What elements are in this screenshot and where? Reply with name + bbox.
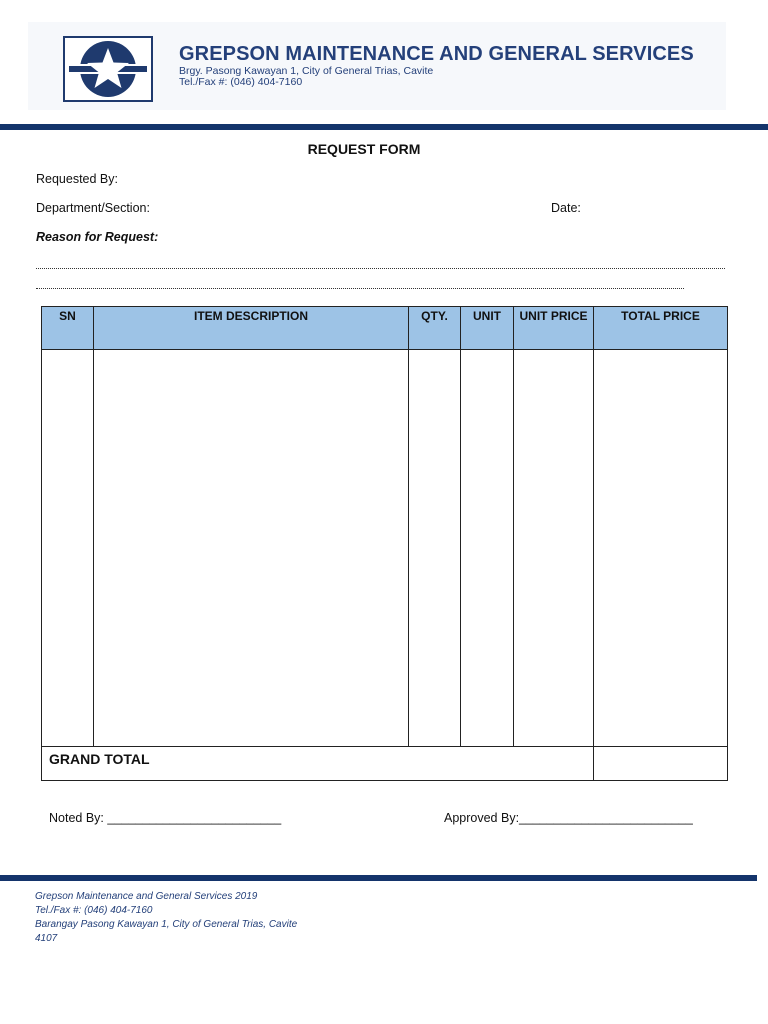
table-header-row xyxy=(42,307,728,350)
requested-by-label: Requested By: xyxy=(36,172,118,186)
items-table xyxy=(41,306,728,781)
unit-price-cell[interactable] xyxy=(514,350,594,747)
company-tel: Tel./Fax #: (046) 404-7160 xyxy=(179,76,303,88)
grand-total-label: GRAND TOTAL xyxy=(42,747,594,781)
reason-line-1 xyxy=(36,268,725,269)
date-label: Date: xyxy=(551,201,581,215)
item-description-cell[interactable] xyxy=(94,350,409,747)
company-name: GREPSON MAINTENANCE AND GENERAL SERVICES xyxy=(179,43,694,65)
column-header-item-description: ITEM DESCRIPTION xyxy=(94,307,409,350)
column-header-sn: SN xyxy=(42,307,94,350)
reason-label: Reason for Request: xyxy=(36,230,159,244)
qty-cell[interactable] xyxy=(409,350,461,747)
footer-line-zip: 4107 xyxy=(35,933,58,944)
column-header-unit: UNIT xyxy=(461,307,514,350)
footer-line-tel: Tel./Fax #: (046) 404-7160 xyxy=(35,905,153,916)
grand-total-row xyxy=(42,747,728,781)
sn-cell[interactable] xyxy=(42,350,94,747)
table-body-row xyxy=(42,350,728,747)
noted-by-signature: Noted By: _________________________ xyxy=(49,811,282,825)
company-address: Brgy. Pasong Kawayan 1, City of General Trias, Cavite xyxy=(179,65,434,77)
grand-total-value-cell[interactable] xyxy=(594,747,728,781)
footer-line-company: Grepson Maintenance and General Services 2019 xyxy=(35,891,258,902)
footer-divider xyxy=(0,875,757,881)
unit-cell[interactable] xyxy=(461,350,514,747)
column-header-qty: QTY. xyxy=(409,307,461,350)
form-title: REQUEST FORM xyxy=(307,141,421,157)
footer-line-address: Barangay Pasong Kawayan 1, City of General Trias, Cavite xyxy=(35,919,298,930)
header-divider xyxy=(0,124,768,130)
approved-by-signature: Approved By:_________________________ xyxy=(444,811,693,825)
department-label: Department/Section: xyxy=(36,201,150,215)
reason-line-2 xyxy=(36,288,684,289)
total-price-cell[interactable] xyxy=(594,350,728,747)
column-header-total-price: TOTAL PRICE xyxy=(594,307,728,350)
column-header-unit-price: UNIT PRICE xyxy=(514,307,594,350)
star-circle-logo-icon xyxy=(63,36,153,102)
